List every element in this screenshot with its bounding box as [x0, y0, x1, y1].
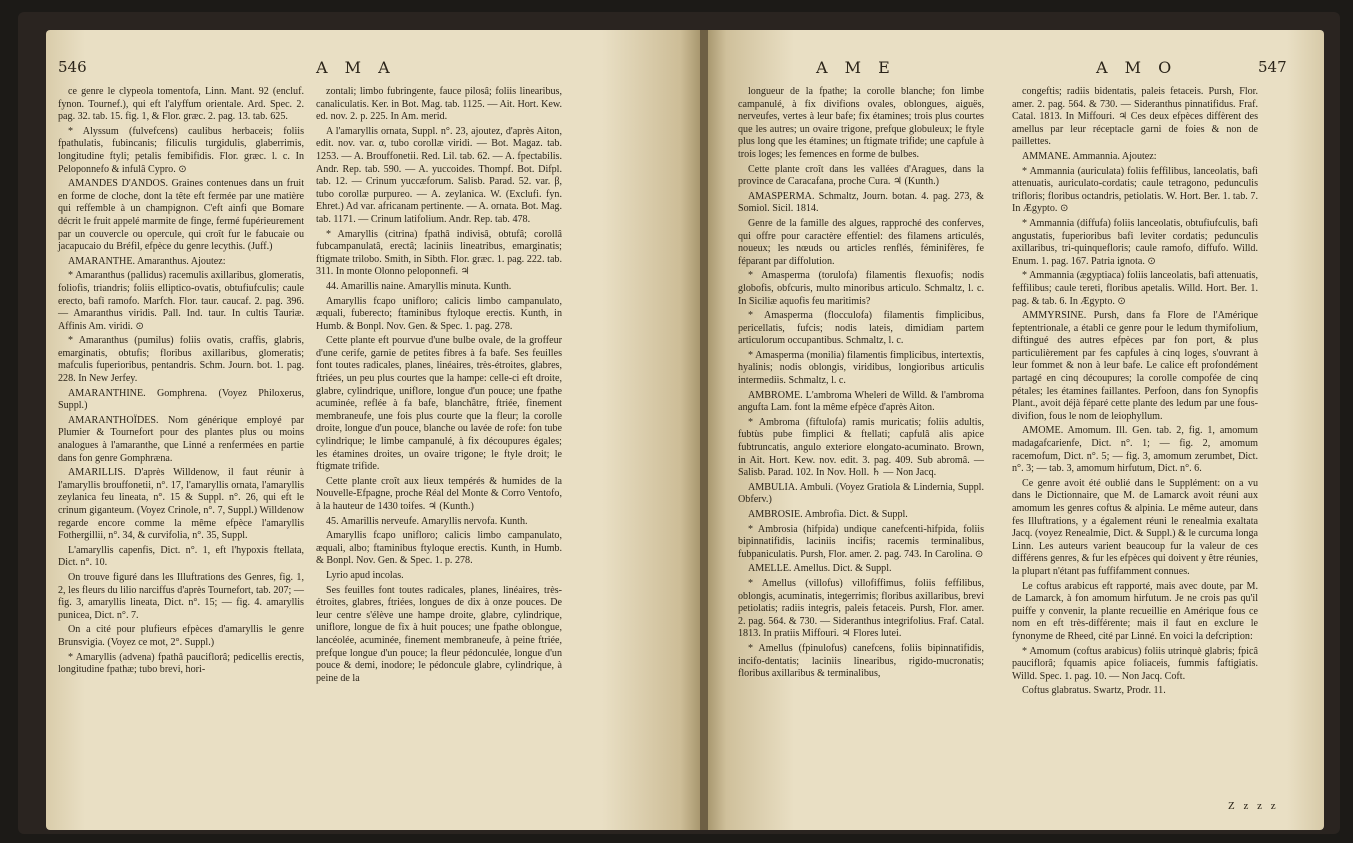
paragraph: AMMANE. Ammannia. Ajoutez:: [1022, 150, 1157, 162]
paragraph: AMARANTHINE. Gomphrena. (Voyez Philoxerus, Suppl.): [58, 387, 304, 412]
paragraph: Cette plante croît dans les vallées d'Aragues, dans la province de Caracafana, proche Cura. ♃ (Kunth.): [738, 163, 984, 188]
paragraph: * Amellus (fpinulofus) canefcens, foliis bipinnatifidis, incifo-dentatis; laciniis linearibus, rigido-mucronatis; floribus axillaribus & terminalibus,: [738, 642, 984, 680]
left-column-2: [316, 86, 562, 687]
paragraph: * Amaranthus (pallidus) racemulis axillaribus, glomeratis, foliofis, triandris; foliis elliptico-ovatis, obtufiufculis; caule erecto, bafi ramofo. Marfch. Flor. taur. caucaf. 2. pag. 396. — Amaranthus viridis. Pall. Ind. taur. In cultis Tauriæ. Affinis Am. viridi. ⊙: [58, 270, 304, 332]
right-page-header: [708, 58, 1324, 80]
paragraph: * Ammannia (auriculata) foliis feffilibus, lanceolatis, bafi attenuatis, auriculato-cordatis; caule tetragono, pedunculis trifloris; floribus octandris, petiolatis. W. Hort. Ber. 1. tab. 7. In Ægypto. ⊙: [1012, 165, 1258, 215]
paragraph: AMANDES D'ANDOS. Graines contenues dans un fruit en forme de cloche, dont la tête eft fermée par une matière qui reffemble à un champignon. C'eft ainfi que Bomare décrit le fruit appelé marmite de finge, fermé fupérieurement par un couvercle ou opercule, qui croît fur le fabucaie ou jacapucaio du Bréfil, efpèce du genre lecythis. (Juff.): [58, 178, 304, 253]
paragraph: * Amomum (coftus arabicus) foliis utrinquè glabris; fpicâ pauciflorâ; fquamis apice foliaceis, fummis faftigiatis. Willd. Spec. 1. pag. 10. — Non Jacq. Coft.: [1012, 645, 1258, 682]
paragraph: AMBROME. L'ambroma Wheleri de Willd. & l'ambroma angufta Lam. font la même efpèce d'après Aiton.: [738, 389, 984, 414]
left-page: [46, 30, 700, 830]
paragraph: AMARANTHE. Amaranthus. Ajoutez:: [68, 255, 226, 267]
paragraph: Le coftus arabicus eft rapporté, mais avec doute, par M. de Lamarck, à fon amomum hirfutum. Je ne crois pas qu'il puiffe y convenir, la plante recueillie en Amérique fous ce nom en eft très-différente; mais il faut en exclure le fynonyme de Rheed, cité par Linné. En voici la defcription:: [1012, 580, 1258, 642]
paragraph: L'amaryllis capenfis, Dict. n°. 1, eft l'hypoxis ftellata, Dict. n°. 10.: [58, 544, 304, 569]
left-column-1: [58, 86, 304, 679]
paragraph: AMOME. Amomum. Ill. Gen. tab. 2, fig. 1, amomum madagafcarienfe, Dict. n°. 1; — fig. 2, amomum racemofum, Dict. n°. 5; — fig. 3, amomum zerumbet, Dict. n°. 3; — tab. 3, amomum hirfutum, Dict. n°. 6.: [1012, 425, 1258, 475]
paragraph: * Amaryllis (advena) fpathâ pauciflorâ; pedicellis erectis, longitudine fpathæ; tubo brevi, hori-: [58, 651, 304, 676]
paragraph: * Amasperma (torulofa) filamentis flexuofis; nodis globofis, obfcuris, multo minoribus articulo. Schmaltz, l. c. In Siciliæ aquofis feu maritimis?: [738, 270, 984, 307]
paragraph: AMARANTHOÏDES. Nom générique employé par Plumier & Tournefort pour des plantes plus ou moins analogues à l'amaranthe, que Linné a renfermées en partie dans fon genre Gomphræna.: [58, 414, 304, 464]
right-column-1: [738, 86, 984, 683]
left-running-head: A M A: [316, 58, 396, 77]
paragraph: * Alyssum (fulvefcens) caulibus herbaceis; foliis fpathulatis, fubincanis; filiculis turgidulis, glaberrimis, longitudine ftyli; petalis femibifidis. Flor. græc. l. c. In Peloponnefo & infulâ Cypro. ⊙: [58, 125, 304, 175]
paragraph: Genre de la famille des algues, rapproché des conferves, qui offre pour caractère effentiel: des filamens articulés, noueux; les nœuds ou articles renflés, féminifères, fe féparant par diffolution.: [738, 217, 984, 267]
paragraph: Amaryllis fcapo unifloro; calicis limbo campanulato, æquali, albo; ftaminibus ftyloque erectis. Kunth, in Humb. & Bonpl. Nov. Gen. & Spec. 1. p. 278.: [316, 530, 562, 567]
paragraph: Coftus glabratus. Swartz, Prodr. 11.: [1022, 685, 1166, 697]
book-gutter: [700, 30, 708, 830]
left-page-header: [46, 58, 700, 80]
book-spread: [18, 12, 1340, 834]
right-column-2: [1012, 86, 1258, 700]
paragraph: On a cité pour plufieurs efpèces d'amaryllis le genre Brunsvigia. (Voyez ce mot, 2°. Suppl.): [58, 624, 304, 648]
paragraph: On trouve figuré dans les Illuftrations des Genres, fig. 1, 2, les fleurs du lilio narciffus d'après Tournefort, tab. 207; — fig. 3, amaryllis lineata, Dict. n°. 15; — fig. 4. amaryllis punicea, Dict. n°. 7.: [58, 571, 304, 621]
signature-mark: Z z z z: [1228, 800, 1279, 812]
paragraph: * Ambroma (fiftulofa) ramis muricatis; foliis adultis, fubtùs pube fimplici & ftellati; capfulâ alis apice fubtruncatis, angulo exteriore elongato-acuminato. Brown, in Ait. Hort. Kew. nov. edit. 3. pag. 409. Sub abromâ. — Salisb. Parad. 102. In Nov. Holl. ♄ — Non Jacq.: [738, 416, 984, 479]
paragraph: * Amasperma (monilia) filamentis fimplicibus, intertextis, hyalinis; nodis oblongis, viridibus, longioribus articulis intermediis. Schmaltz, l. c.: [738, 349, 984, 387]
paragraph: Ce genre avoit été oublié dans le Supplément: on a vu dans le Dictionnaire, que M. de Lamarck avoit réuni aux amomum les genres coftus & alpinia. Le même auteur, dans fes Illuftrations, y a également réuni le renealmia exaltata Jacq. (voyez Renealmie, Dict. & Suppl.) & le curcuma longa Linn. Les auteurs varient beaucoup fur la valeur de ces différens genres, & fur les efpèces qui doivent y être réunies, la plupart n'étant pas fuffifamment connues.: [1012, 477, 1258, 577]
paragraph: * Amaryllis (citrina) fpathâ indivisâ, obtufâ; corollâ fubcampanulatâ, erectâ; laciniis lineatribus, emarginatis; ftigmate trilobo. Smith, in Sibth. Flor. græc. 1. pag. 222. tab. 311. In monte Olonno peloponnefi. ♃: [316, 228, 562, 278]
paragraph: AMBROSIE. Ambrofia. Dict. & Suppl.: [748, 509, 908, 520]
paragraph: * Amaranthus (pumilus) foliis ovatis, craffis, glabris, emarginatis, obtufis; floribus axillaribus, glomeratis; mafculis fuperioribus, pentandris. Schm. Journ. bot. 1. pag. 228. In New Jerfey.: [58, 335, 304, 385]
paragraph: Lyrio apud incolas.: [326, 569, 404, 581]
paragraph: AMASPERMA. Schmaltz, Journ. botan. 4. pag. 273, & Somiol. Sicil. 1814.: [738, 190, 984, 215]
paragraph: ce genre le clypeola tomentofa, Linn. Mant. 92 (encluf. fynon. Tournef.), qui eft l'alyffum orientale. Ard. Spec. 2. pag. 32. tab. 15. fig. 1, & Flor. græc. 2. pag. 13. tab. 625.: [58, 86, 304, 123]
paragraph: zontali; limbo fubringente, fauce pilosâ; foliis linearibus, canaliculatis. Ker. in Bot. Mag. tab. 1125. — Ait. Hort. Kew. ed. nov. 2. p. 225. In Am. merid.: [316, 86, 562, 123]
paragraph: Cette plante croît aux lieux tempérés & humides de la Nouvelle-Efpagne, proche Réal del Monte & Corro Ventofo, à la hauteur de 1430 toifes. ♃ (Kunth.): [316, 475, 562, 512]
paragraph: * Amellus (villofus) villofiffimus, foliis feffilibus, oblongis, acuminatis, integerrimis; floribus axillaribus, brevi petiolatis; radiis integris, paleis fetaceis. Pursh, Flor. amer. 2. pag. 564. & 730. — Sideranthus integrifolius. Fraf. Catal. 1813. In pratiis Miffouri. ♃ Flores lutei.: [738, 577, 984, 640]
paragraph: AMARILLIS. D'après Willdenow, il faut réunir à l'amaryllis brouffonetii, n°. 17, l'amaryllis ornata, l'amaryllis zeylanica feu lineata, n°. 15 & Suppl. n°. 26, qui eft le crinum giganteum. (Voyez Crinole, n°. 7, Suppl.) Willdenow regarde encore comme la même efpèce l'amaryllis Fothergillii, n°. 34, & curvifolia, n°. 35, Suppl.: [58, 467, 304, 542]
right-running-head-right: A M O: [1096, 58, 1178, 77]
paragraph: longueur de la fpathe; la corolle blanche; fon limbe campanulé, à fix divifions ovales, oblongues, aiguës, nerveufes, vertes à leur bafe; fix étamines; trois plus courtes que les autres; un ovaire trigone, prefque globuleux; le ftyle plus long que les étamines; un ftigmate trifide; une capfule à trois loges; les femences en forme de bulbes.: [738, 86, 984, 160]
paragraph: congeftis; radiis bidentatis, paleis fetaceis. Pursh, Flor. amer. 2. pag. 564. & 730. — Sideranthus pinnatifidus. Fraf. Catal. 1813. In Miffouri. ♃ Ces deux efpèces diffèrent des amellus par leur réceptacle garni de foies & non de paillettes.: [1012, 86, 1258, 148]
paragraph: * Ambrosia (hifpida) undique canefcenti-hifpida, foliis bipinnatifidis, laciniis incifis; racemis terminalibus, fubpaniculatis. Pursh, Flor. amer. 2. pag. 743. In Carolina. ⊙: [738, 523, 984, 560]
paragraph: 44. Amarillis naine. Amaryllis minuta. Kunth.: [326, 280, 512, 292]
paragraph: A l'amaryllis ornata, Suppl. n°. 23, ajoutez, d'après Aiton, edit. nov. var. α, tubo corollæ viridi. — Bot. Magaz. tab. 1253. — A. Brouffonetii. Red. Lil. tab. 62. — A. fpectabilis. Andr. Rep. tab. 590. — A. yuccoides. Thompf. Bot. Difpl. tab. 12. — Crinum yuccæforum. Salisb. Parad. 52. var. β, tubo corollæ purpureo. — A. zeylanica. W. (Exclufi. fyn. Ehret.) Ad var. africanam pertinente. — A. ornata. Bot. Mag. tab. 1171. — Crinum latifolium. Andr. Rep. tab. 478.: [316, 125, 562, 225]
left-page-number: 546: [58, 58, 87, 76]
right-running-head-left: A M E: [816, 58, 896, 77]
right-page-number: 547: [1258, 58, 1287, 76]
paragraph: * Ammannia (diffufa) foliis lanceolatis, obtufiufculis, bafi angustatis, fuperioribus bafi leviter cordatis; pedunculis axillaribus, tri-quinquefloris; caule ramofo, diffufo. Willd. Enum. 1. pag. 167. Patria ignota. ⊙: [1012, 217, 1258, 267]
paragraph: * Amasperma (flocculofa) filamentis fimplicibus, pericellatis, fufcis; nodis lateis, dimidiam partem articulorum occupantibus. Schmaltz, l. c.: [738, 310, 984, 347]
right-page: [708, 30, 1324, 830]
paragraph: 45. Amarillis nerveufe. Amaryllis nervofa. Kunth.: [326, 515, 528, 527]
paragraph: * Ammannia (ægyptiaca) foliis lanceolatis, bafi attenuatis, feffilibus; caule tereti, floribus apetalis. Willd. Hort. Ber. 1. pag. & tab. 6. In Ægypto. ⊙: [1012, 270, 1258, 307]
paragraph: Cette plante eft pourvue d'une bulbe ovale, de la groffeur d'une cerife, garnie de petites fibres à fa bafe. Ses feuilles font toutes radicales, planes, linéaires, très-étroites, glabres, ftriées, un peu plus courtes que la hampe: celle-ci eft droite, glabre, cylindrique, uniflore, longue d'un pouce; une fpathe acuminée, reflée à fa bafe, blanchâtre, ftriée, finement membraneufe, une fois plus courte que la fleur; la corolle droite, longue d'un pouce, blanche ou lavée de rofe: fon tube cylindrique; le limbe campanulé, à fix découpures égales; les étamines droites, un ovaire trigone; le ftyle droit; le ftigmate trifide.: [316, 335, 562, 473]
paragraph: AMELLE. Amellus. Dict. & Suppl.: [748, 563, 892, 575]
paragraph: Ses feuilles font toutes radicales, planes, linéaires, très-étroites, glabres, ftriées, longues de dix à onze pouces. De leur centre s'élève une hampe droite, glabre, cylindrique, uniflore, longue de fix à huit pouces; une fpathe oblongue, lancéolée, acuminée, finement membraneufe, à peine ftriée, prefque longue d'un pouce; la fleur pédonculée, longue d'un pouce & demi, inodore; le pédoncule glabre, cylindrique, à peine de la: [316, 584, 562, 684]
paragraph: Amaryllis fcapo unifloro; calicis limbo campanulato, æquali, fuberecto; ftaminibus ftyloque erectis. Kunth, in Humb. & Bonpl. Nov. Gen. & Spec. 1. pag. 278.: [316, 295, 562, 332]
paragraph: AMMYRSINE. Pursh, dans fa Flore de l'Amérique feptentrionale, a établi ce genre pour le ledum thymifolium, diftingué des autres efpèces par fon port, & plus particulièrement par fes capfules à cinq loges, s'ouvrant à leur fommet & non à leur bafe. Le calice eft profondément partagé en cinq découpures; la corolle compofée de cinq pétales; les étamines faillantes. Perfoon, dans fon Synopfis Plant., avoit déjà féparé cette plante des ledum par une fous-divifion, fous le nom de leiophyllum.: [1012, 310, 1258, 422]
paragraph: AMBULIA. Ambuli. (Voyez Gratiola & Lindernia, Suppl. Obferv.): [738, 481, 984, 506]
